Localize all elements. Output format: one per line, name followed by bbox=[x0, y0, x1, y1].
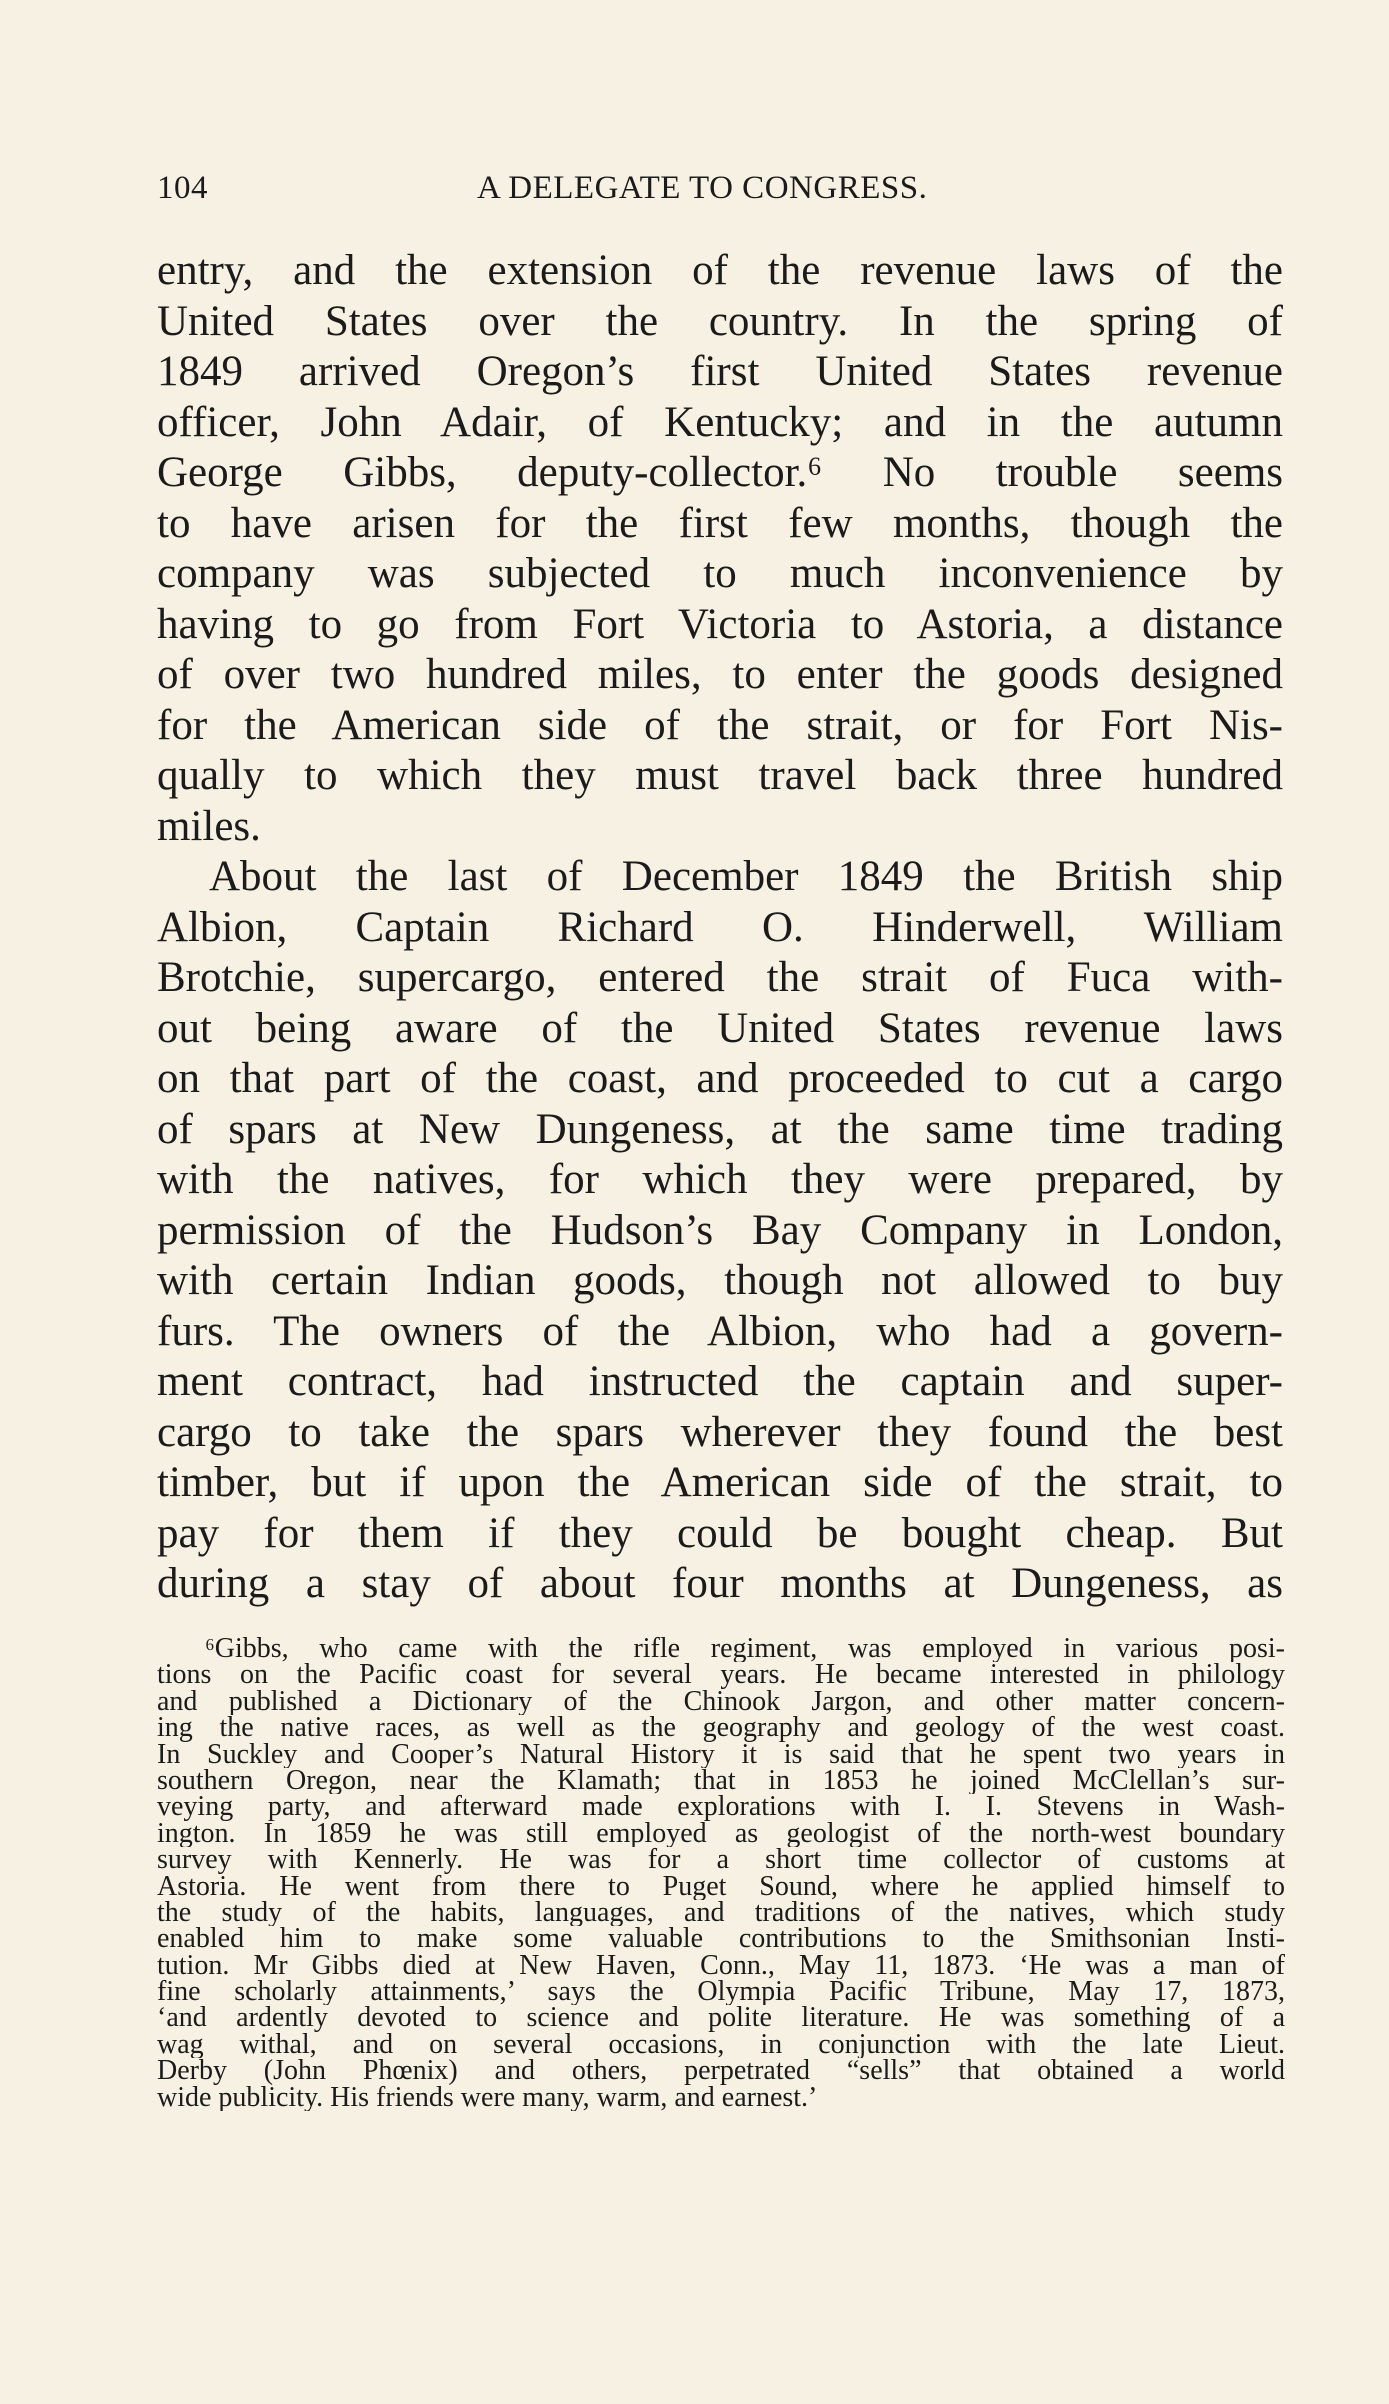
text-line: Brotchie, supercargo, entered the strait of Fuca with- bbox=[157, 954, 1283, 1001]
footnote-line: enabled him to make some valuable contributions to the Smithsonian Insti- bbox=[157, 1926, 1285, 1953]
text-line: during a stay of about four months at Dungeness, as bbox=[157, 1560, 1283, 1607]
page-number: 104 bbox=[157, 170, 208, 206]
text-line: 1849 arrived Oregon’s first United States revenue bbox=[157, 348, 1283, 395]
text-line: to have arisen for the first few months, though the bbox=[157, 499, 1283, 547]
running-head bbox=[157, 170, 1281, 216]
text-line: cargo to take the spars wherever they found the best bbox=[157, 1408, 1283, 1456]
text-line: pay for them if they could be bought cheap. But bbox=[157, 1509, 1283, 1557]
footnote bbox=[157, 1636, 1285, 2111]
text-line: on that part of the coast, and proceeded to cut a cargo bbox=[157, 1055, 1283, 1102]
footnote-line: veying party, and afterward made explorations with I. I. Stevens in Wash- bbox=[157, 1794, 1285, 1821]
text-line: entry, and the extension of the revenue laws of the bbox=[157, 247, 1283, 294]
text-line: with the natives, for which they were prepared, by bbox=[157, 1156, 1283, 1203]
text-line: with certain Indian goods, though not allowed to buy bbox=[157, 1257, 1283, 1304]
text-line: furs. The owners of the Albion, who had a govern- bbox=[157, 1307, 1283, 1355]
text-line: out being aware of the United States revenue laws bbox=[157, 1004, 1283, 1052]
footnote-line: tution. Mr Gibbs died at New Haven, Conn., May 11, 1873. ‘He was a man of bbox=[157, 1952, 1285, 1980]
text-line: About the last of December 1849 the British ship bbox=[209, 853, 1283, 900]
footnote-line: survey with Kennerly. He was for a short time collector of customs at bbox=[157, 1847, 1285, 1874]
footnote-line: and published a Dictionary of the Chinook Jargon, and other matter concern- bbox=[157, 1688, 1285, 1716]
footnote-line: Astoria. He went from there to Puget Sound, where he applied himself to bbox=[157, 1873, 1285, 1900]
footnote-line: ing the native races, as well as the geography and geology of the west coast. bbox=[157, 1715, 1285, 1742]
footnote-line: the study of the habits, languages, and traditions of the natives, which study bbox=[157, 1899, 1285, 1927]
footnote-line: ington. In 1859 he was still employed as geologist of the north-west boundary bbox=[157, 1820, 1285, 1848]
text-line: of spars at New Dungeness, at the same time trading bbox=[157, 1105, 1283, 1153]
body-text bbox=[157, 246, 1283, 1610]
footnote-line: Derby (John Phœnix) and others, perpetrated “sells” that obtained a world bbox=[157, 2058, 1285, 2085]
text-line: permission of the Hudson’s Bay Company in London, bbox=[157, 1206, 1283, 1254]
running-title: A DELEGATE TO CONGRESS. bbox=[477, 170, 928, 206]
text-line: Albion, Captain Richard O. Hinderwell, William bbox=[157, 903, 1283, 951]
footnote-line: fine scholarly attainments,’ says the Olympia Pacific Tribune, May 17, 1873, bbox=[157, 1979, 1285, 2006]
text-line: having to go from Fort Victoria to Astoria, a distance bbox=[157, 600, 1283, 648]
text-line: United States over the country. In the spring of bbox=[157, 297, 1283, 345]
text-line: timber, but if upon the American side of the strait, to bbox=[157, 1459, 1283, 1506]
text-line: officer, John Adair, of Kentucky; and in the autumn bbox=[157, 398, 1283, 446]
footnote-line: tions on the Pacific coast for several years. He became interested in philology bbox=[157, 1662, 1285, 1689]
footnote-line: wide publicity. His friends were many, warm, and earnest.’ bbox=[157, 2084, 818, 2112]
footnote-line: In Suckley and Cooper’s Natural History it is said that he spent two years in bbox=[157, 1741, 1285, 1768]
text-line: for the American side of the strait, or for Fort Nis- bbox=[157, 701, 1283, 749]
footnote-line: southern Oregon, near the Klamath; that in 1853 he joined McClellan’s sur- bbox=[157, 1767, 1285, 1795]
text-line: qually to which they must travel back three hundred bbox=[157, 752, 1283, 799]
footnote-line: wag withal, and on several occasions, in conjunction with the late Lieut. bbox=[157, 2031, 1285, 2059]
text-line: ment contract, had instructed the captain and super- bbox=[157, 1358, 1283, 1405]
text-line: of over two hundred miles, to enter the goods designed bbox=[157, 651, 1283, 698]
text-line: company was subjected to much inconvenience by bbox=[157, 550, 1283, 597]
text-line: George Gibbs, deputy-collector.⁶ No trouble seems bbox=[157, 449, 1283, 496]
footnote-line: ⁶Gibbs, who came with the rifle regiment, was employed in various posi- bbox=[205, 1636, 1285, 1663]
footnote-line: ‘and ardently devoted to science and polite literature. He was something of a bbox=[157, 2005, 1285, 2032]
text-line: miles. bbox=[157, 802, 261, 850]
